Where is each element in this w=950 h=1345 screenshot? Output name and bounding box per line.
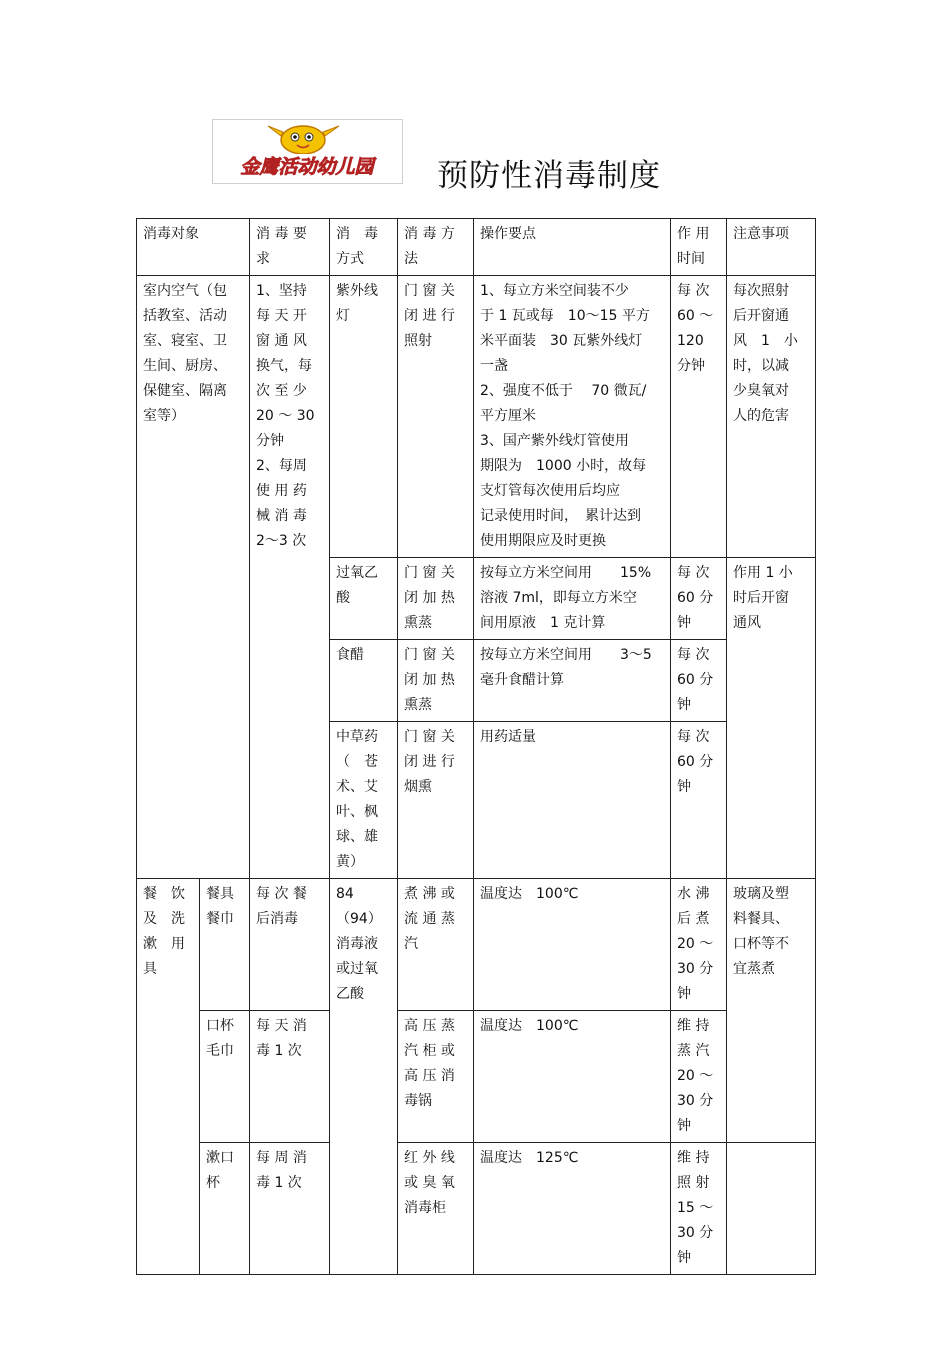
item-cell: 漱口 杯 xyxy=(200,1143,250,1275)
item-cell: 餐具 餐巾 xyxy=(200,879,250,1011)
note-cell: 玻璃及塑 料餐具、 口杯等不 宜蒸煮 xyxy=(727,879,816,1143)
mode-cell: 食醋 xyxy=(330,640,398,722)
disinfection-table xyxy=(136,218,816,1275)
object-cell: 室内空气（包 括教室、活动 室、寝室、卫 生间、厨房、 保健室、隔离 室等） xyxy=(137,276,250,879)
mode-cell: 中草药 （ 苍 术、艾 叶、枫 球、雄 黄） xyxy=(330,722,398,879)
table-row xyxy=(137,1011,816,1143)
time-cell: 每 次 60 ～ 120 分钟 xyxy=(671,276,727,558)
method-cell: 门 窗 关 闭 加 热 熏蒸 xyxy=(398,558,474,640)
header-row xyxy=(137,219,816,276)
method-cell: 高 压 蒸 汽 柜 或 高 压 消 毒锅 xyxy=(398,1011,474,1143)
header-cell: 消 毒 方式 xyxy=(330,219,398,276)
header-cell: 注意事项 xyxy=(727,219,816,276)
table-row xyxy=(137,879,816,1011)
mode-cell: 84（94） 消毒液 或过氧 乙酸 xyxy=(330,879,398,1275)
points-cell: 用药适量 xyxy=(474,722,671,879)
note-cell xyxy=(727,1143,816,1275)
time-cell: 维 持 蒸 汽 20 ～ 30 分 钟 xyxy=(671,1011,727,1143)
time-cell: 每 次 60 分 钟 xyxy=(671,558,727,640)
points-cell: 温度达 100℃ xyxy=(474,1011,671,1143)
header-cell: 操作要点 xyxy=(474,219,671,276)
item-cell: 口杯 毛巾 xyxy=(200,1011,250,1143)
time-cell: 每 次 60 分 钟 xyxy=(671,722,727,879)
method-cell: 门 窗 关 闭 进 行 照射 xyxy=(398,276,474,558)
points-cell: 1、每立方米空间装不少 于 1 瓦或每 10～15 平方 米平面装 30 瓦紫外线灯 一盏 2、强度不低于 70 微瓦/ 平方厘米 3、国产紫外线灯管使用 期限为 1000 小时，故每 支灯管每次使用后均应 记录使用时间， 累计达到 使用期限应及时更换 xyxy=(474,276,671,558)
points-cell: 温度达 125℃ xyxy=(474,1143,671,1275)
logo-graphic xyxy=(213,120,402,183)
page-title: 预防性消毒制度 xyxy=(437,158,661,194)
header-cell: 消 毒 方 法 xyxy=(398,219,474,276)
time-cell: 每 次 60 分 钟 xyxy=(671,640,727,722)
svg-text:金鹰活动幼儿园: 金鹰活动幼儿园 xyxy=(240,156,374,178)
requirement-cell: 1、坚持 每 天 开 窗 通 风 换气，每 次 至 少 20 ～ 30 分钟 2、每周 使 用 药 械 消 毒 2～3 次 xyxy=(250,276,330,879)
header-cell: 消 毒 要 求 xyxy=(250,219,330,276)
time-cell: 维 持 照 射 15 ～ 30 分 钟 xyxy=(671,1143,727,1275)
requirement-cell: 每 周 消 毒 1 次 xyxy=(250,1143,330,1275)
mode-cell: 过氧乙 酸 xyxy=(330,558,398,640)
requirement-cell: 每 次 餐 后消毒 xyxy=(250,879,330,1011)
points-cell: 按每立方米空间用 3～5 毫升食醋计算 xyxy=(474,640,671,722)
method-cell: 红 外 线 或 臭 氧 消毒柜 xyxy=(398,1143,474,1275)
method-cell: 门 窗 关 闭 进 行 烟熏 xyxy=(398,722,474,879)
requirement-cell: 每 天 消 毒 1 次 xyxy=(250,1011,330,1143)
table-row xyxy=(137,1143,816,1275)
method-cell: 煮 沸 或 流 通 蒸 汽 xyxy=(398,879,474,1011)
points-cell: 按每立方米空间用 15% 溶液 7ml，即每立方米空 间用原液 1 克计算 xyxy=(474,558,671,640)
header-cell: 作 用 时间 xyxy=(671,219,727,276)
mode-cell: 紫外线 灯 xyxy=(330,276,398,558)
group-cell: 餐 饮 及 洗 漱 用 具 xyxy=(137,879,200,1275)
note-cell: 每次照射 后开窗通 风 1 小 时，以减 少臭氧对 人的危害 xyxy=(727,276,816,558)
kindergarten-logo xyxy=(212,119,403,184)
points-cell: 温度达 100℃ xyxy=(474,879,671,1011)
method-cell: 门 窗 关 闭 加 热 熏蒸 xyxy=(398,640,474,722)
header-cell: 消毒对象 xyxy=(137,219,250,276)
note-cell: 作用 1 小 时后开窗 通风 xyxy=(727,558,816,879)
time-cell: 水 沸 后 煮 20 ～ 30 分 钟 xyxy=(671,879,727,1011)
table-row xyxy=(137,276,816,558)
